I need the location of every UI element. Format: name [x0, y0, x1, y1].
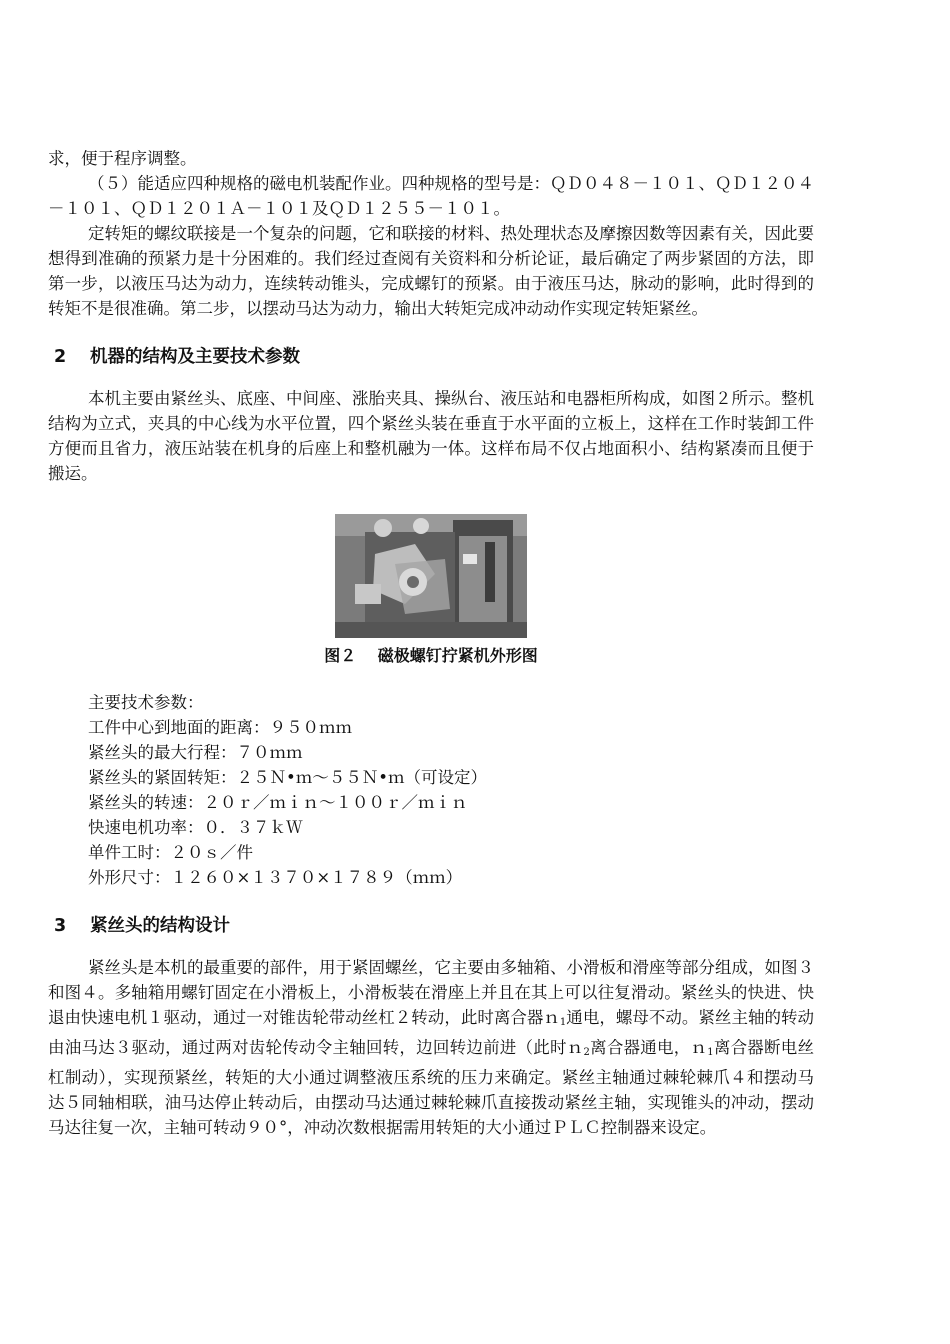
param-item: 紧丝头的紧固转矩：２５Ｎ•ｍ～５５Ｎ•ｍ（可设定）	[88, 768, 487, 787]
section3-body-b: 通电，螺母不动。紧丝主轴的转动由油马达３驱动，通过两对齿轮传动令主轴回转，边回转边前进（此时ｎ	[48, 1008, 815, 1057]
intro-torque-paragraph: 定转矩的螺纹联接是一个复杂的问题，它和联接的材料、热处理状态及摩擦因数等因素有关，因此要想得到准确的预紧力是十分困难的。我们经过查阅有关资料和分析论证，最后确定了两步紧固的方法，即第一步，以液压马达为动力，连续转动锥头，完成螺钉的预紧。由于液压马达，脉动的影响，此时得到的转矩不是很准确。第二步，以摆动马达为动力，输出大转矩完成冲动动作实现定转矩紧丝。	[48, 224, 814, 318]
section3-heading	[48, 912, 814, 940]
subscript: 1	[707, 1047, 714, 1058]
param-item: 工件中心到地面的距离：９５０ｍｍ	[88, 718, 352, 737]
tech-params	[88, 690, 814, 890]
section3-body	[48, 955, 814, 1140]
section3-body-c: 离合器通电，ｎ	[589, 1038, 708, 1057]
section3-number: 3	[54, 916, 67, 936]
param-item: 紧丝头的转速：２０ｒ／ｍｉｎ～１００ｒ／ｍｉｎ	[88, 793, 468, 812]
figure-2	[48, 514, 814, 668]
document-page	[48, 146, 814, 1140]
section3-body-d: 离合器断电丝杠制动），实现预紧丝，转矩的大小通过调整液压系统的压力来确定。紧丝主轴通过棘轮棘爪４和摆动马达５同轴相联，油马达停止转动后，由摆动马达通过棘轮棘爪直接拨动紧丝主轴，实现锥头的冲动，摆动马达往复一次，主轴可转动９０°，冲动次数根据需用转矩的大小通过ＰＬＣ控制器来设定。	[48, 1038, 815, 1137]
figure-caption: 图２ 磁极螺钉拧紧机外形图	[324, 646, 538, 665]
section2-title: 机器的结构及主要技术参数	[90, 347, 300, 367]
section3-title: 紧丝头的结构设计	[90, 916, 230, 936]
subscript: 1	[559, 1017, 567, 1028]
param-item: 紧丝头的最大行程：７０ｍｍ	[88, 743, 303, 762]
subscript: 2	[583, 1047, 590, 1058]
section2-body: 本机主要由紧丝头、底座、中间座、涨胎夹具、操纵台、液压站和电器柜所构成，如图２所示。整机结构为立式，夹具的中心线为水平位置，四个紧丝头装在垂直于水平面的立板上，这样在工作时装卸工件方便而且省力，液压站装在机身的后座上和整机融为一体。这样布局不仅占地面积小、结构紧凑而且便于搬运。	[48, 389, 814, 483]
section2-heading	[48, 343, 814, 371]
section2-number: 2	[54, 347, 67, 367]
params-title: 主要技术参数：	[88, 693, 204, 712]
param-item: 单件工时：２０ｓ／件	[88, 843, 253, 862]
param-item: 快速电机功率：０．３７ｋＷ	[88, 818, 303, 837]
param-item: 外形尺寸：１２６０×１３７０×１７８９（ｍｍ）	[88, 868, 463, 887]
machine-photo	[335, 514, 527, 638]
intro-item5: （５）能适应四种规格的磁电机装配作业。四种规格的型号是：ＱＤ０４８－１０１、ＱＤ１２０４－１０１、ＱＤ１２０１Ａ－１０１及ＱＤ１２５５－１０１。	[48, 174, 814, 218]
intro-line-end: 求，便于程序调整。	[48, 149, 197, 168]
section3-body-a: 紧丝头是本机的最重要的部件，用于紧固螺丝，它主要由多轴箱、小滑板和滑座等部分组成，如图３和图４。多轴箱用螺钉固定在小滑板上，小滑板装在滑座上并且在其上可以往复滑动。紧丝头的快进、快退由快速电机１驱动，通过一对锥齿轮带动丝杠２转动，此时离合器ｎ	[48, 958, 814, 1027]
